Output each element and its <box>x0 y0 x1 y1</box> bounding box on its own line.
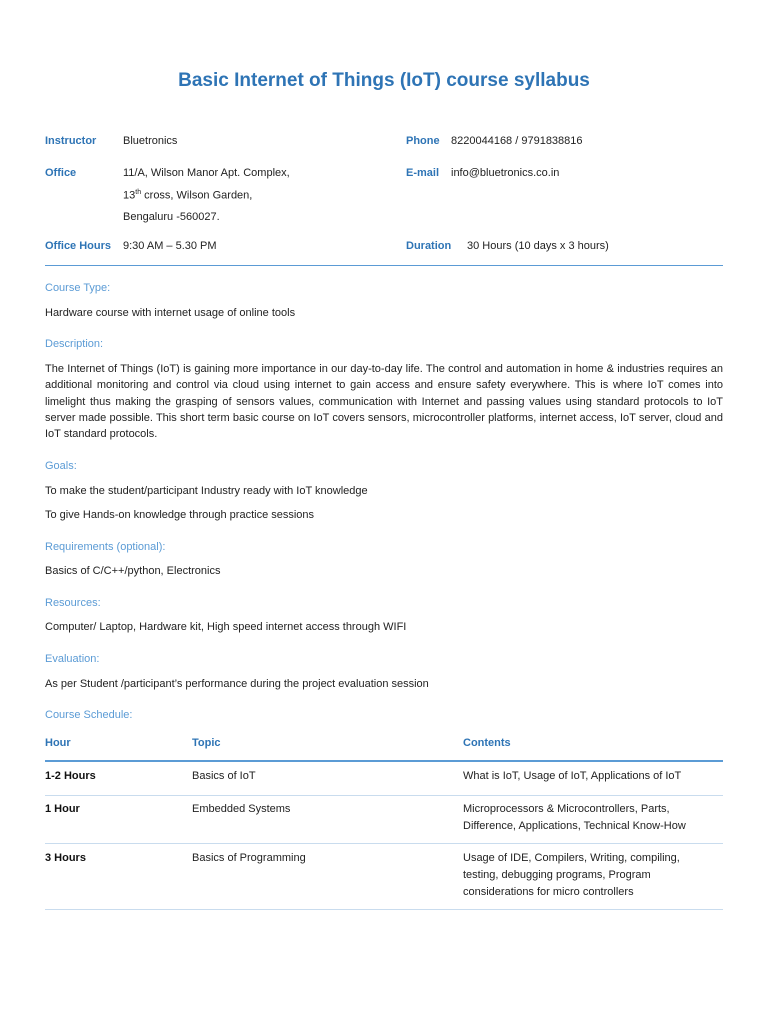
goal-item-2: To give Hands-on knowledge through practice sessions <box>45 509 315 521</box>
row-divider <box>45 843 723 844</box>
requirements-heading: Requirements (optional): <box>45 541 166 553</box>
phone-value: 8220044168 / 9791838816 <box>451 135 583 147</box>
resources-heading: Resources: <box>45 597 101 609</box>
column-header-hour: Hour <box>45 737 71 749</box>
duration-value: 30 Hours (10 days x 3 hours) <box>467 240 609 252</box>
page-title: Basic Internet of Things (IoT) course syllabus <box>178 70 590 91</box>
office-address-line-3: Bengaluru -560027. <box>123 211 220 223</box>
row-hour: 1 Hour <box>45 803 80 815</box>
course-type-heading: Course Type: <box>45 282 111 294</box>
row-topic: Basics of IoT <box>192 770 256 782</box>
evaluation-heading: Evaluation: <box>45 653 100 665</box>
row-contents-line: Microprocessors & Microcontrollers, Parts, <box>463 803 670 815</box>
requirements-text: Basics of C/C++/python, Electronics <box>45 565 221 577</box>
row-contents-line: Usage of IDE, Compilers, Writing, compiling, <box>463 852 680 864</box>
office-hours-label: Office Hours <box>45 240 112 252</box>
row-divider <box>45 795 723 796</box>
office-ordinal-suffix: th <box>135 189 142 196</box>
row-contents-line: testing, debugging programs, Program <box>463 869 651 881</box>
goal-item-1: To make the student/participant Industry ready with IoT knowledge <box>45 485 368 497</box>
table-header-divider <box>45 760 723 762</box>
row-topic: Basics of Programming <box>192 852 306 864</box>
office-hours-value: 9:30 AM – 5.30 PM <box>123 240 217 252</box>
description-text: The Internet of Things (IoT) is gaining more importance in our day-to-day life. The control and automation in home & industries requires an additional monitoring and control via cloud using internet to gain access and ensure safety everywhere. This is where IoT comes into limelight thus making the grasping of sensors values, communication with Internet and passing values using standard protocols to IoT server made possible. This short term basic course on IoT covers sensors, microcontroller platforms, internet access, IoT server, cloud and IoT standard protocols. <box>45 363 723 441</box>
email-label: E-mail <box>406 167 440 179</box>
evaluation-text: As per Student /participant’s performance during the project evaluation session <box>45 678 429 690</box>
course-type-text: Hardware course with internet usage of online tools <box>45 307 296 319</box>
column-header-contents: Contents <box>463 737 511 749</box>
instructor-label: Instructor <box>45 135 97 147</box>
office-street-number: 13 <box>123 189 136 202</box>
row-hour: 3 Hours <box>45 852 86 864</box>
duration-label: Duration <box>406 240 452 252</box>
email-value[interactable]: info@bluetronics.co.in <box>451 167 560 179</box>
office-address-line-2 <box>123 189 252 202</box>
resources-text: Computer/ Laptop, Hardware kit, High speed internet access through WIFI <box>45 621 407 633</box>
row-topic: Embedded Systems <box>192 803 291 815</box>
goals-heading: Goals: <box>45 460 77 472</box>
instructor-value: Bluetronics <box>123 135 178 147</box>
row-contents-line: Difference, Applications, Technical Know-How <box>463 820 686 832</box>
column-header-topic: Topic <box>192 737 221 749</box>
course-schedule-heading: Course Schedule: <box>45 709 133 721</box>
office-street-rest: cross, Wilson Garden, <box>141 189 253 202</box>
phone-label: Phone <box>406 135 440 147</box>
row-contents-line: considerations for micro controllers <box>463 886 634 898</box>
row-contents-line: What is IoT, Usage of IoT, Applications of IoT <box>463 770 682 782</box>
office-address-line-1: 11/A, Wilson Manor Apt. Complex, <box>123 167 290 179</box>
row-hour: 1-2 Hours <box>45 770 96 782</box>
table-bottom-divider <box>45 909 723 910</box>
office-label: Office <box>45 167 77 179</box>
description-heading: Description: <box>45 338 104 350</box>
info-divider <box>45 265 723 266</box>
